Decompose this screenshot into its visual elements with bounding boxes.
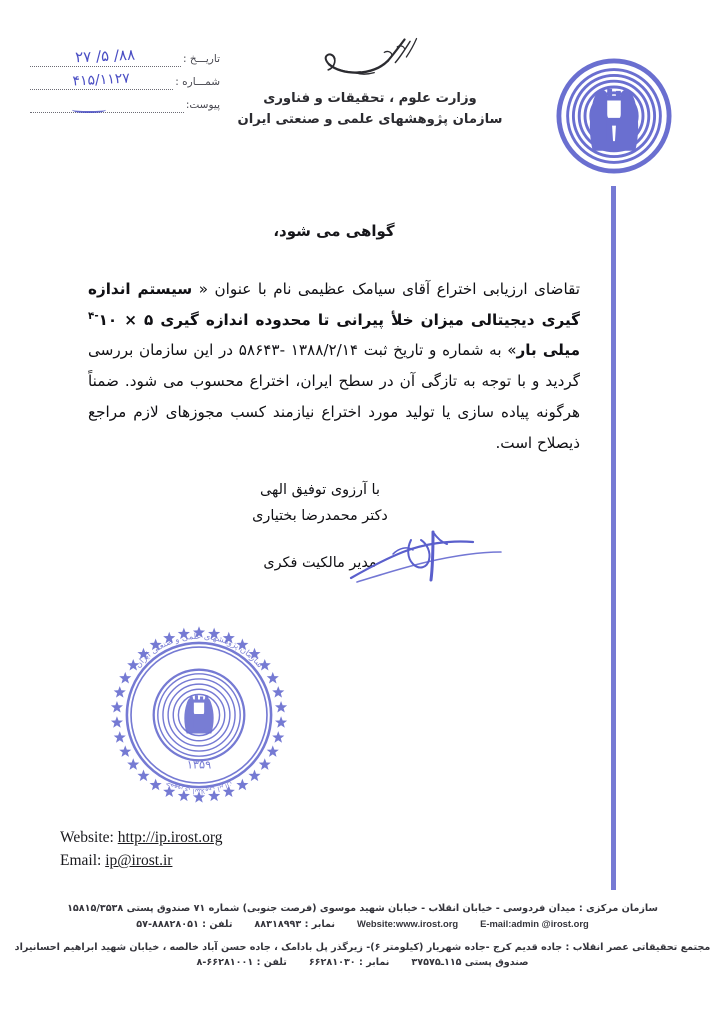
header-stamp-fields <box>30 44 220 113</box>
signature-name: دکتر محمدرضا بختیاری <box>252 507 388 524</box>
seal-star <box>275 716 287 728</box>
stamp-row-date <box>30 44 220 67</box>
footer-address-central: سازمان مرکزی : میدان فردوسی - خیابان انقلاب - خیابان شهید موسوی (فرصت جنوبی) شماره ۷۱ صندوق پستی ۱۵۸۱۵/۳۵۳۸ <box>67 903 658 914</box>
letter-body <box>88 222 580 458</box>
seal-star <box>272 731 284 743</box>
footer-website-central: Website:www.irost.org <box>357 918 459 930</box>
org-name-ministry: وزارت علوم ، تحقیقات و فناوری <box>263 91 477 106</box>
seal-star <box>275 701 287 713</box>
signature-role: مدیر مالکیت فکری <box>263 555 377 572</box>
certificate-paragraph: تقاضای ارزیابی اختراع آقای سیامک عظیمی نام با عنوان « سیستم اندازه گیری دیجیتالی میزان خلأ پیرانی تا محدوده اندازه گیری ۵ × $۱۰^{-۴}$ میلی بار» به شماره و تاریخ ثبت ۱۳۸۸/۲/۱۴ -۵۸۶۴۳ در این سازمان بررسی گردید و با توجه به تازگی آن در سطح ایران، اختراع محسوب می شود. ضمناً هرگونه پیاده سازی یا تولید مورد اختراع نیازمند کسب مجوزهای لازم مراجع ذیصلاح است. <box>88 280 580 452</box>
letterhead <box>236 34 504 131</box>
seal-star <box>267 745 279 757</box>
seal-star <box>111 701 123 713</box>
website-label: Website: <box>60 829 114 846</box>
signature-closing: با آرزوی توفیق الهی <box>260 482 380 498</box>
stamp-row-number <box>30 67 220 90</box>
stamp-label-date: تاریـــخ : <box>183 53 220 65</box>
footer-contact-campus <box>0 955 725 971</box>
email-row <box>60 849 223 872</box>
seal-star <box>150 779 162 791</box>
official-seal-icon <box>96 612 302 818</box>
seal-star <box>259 758 271 770</box>
footer-tel-campus: تلفن : ۶۶۲۸۱۰۰۱-۸ <box>196 957 287 969</box>
org-name-organization: سازمان پژوهشهای علمی و صنعتی ایران <box>237 112 503 128</box>
salutation-line: گواهی می شود، <box>273 222 395 240</box>
stamp-dots-date <box>30 45 181 67</box>
seal-star <box>236 779 248 791</box>
seal-bottom-text: جمهوری اسلامی ایران <box>163 779 235 797</box>
footer-fax-central: نمابر : ۸۸۳۱۸۹۹۳ <box>254 919 336 931</box>
email-label: Email: <box>60 852 102 870</box>
basmala-calligraphy-icon <box>296 34 443 80</box>
footer-block-campus <box>0 941 725 972</box>
contact-links <box>60 826 223 873</box>
website-link[interactable]: http://ip.irost.org <box>117 829 223 846</box>
footer-block-central <box>0 902 725 934</box>
stamp-dots-number <box>30 70 173 90</box>
stamp-dots-attachment <box>30 99 184 113</box>
footer-address-campus: مجتمع تحقیقاتی عصر انقلاب : جاده قدیم کرج -جاده شهریار (کیلومتر ۶)- زیرگذر پل بادامک ، جاده حسن آباد خالصه ، خیابان شهید ابراهیم احسانیراد <box>14 941 711 953</box>
seal-star <box>119 745 131 757</box>
blue-vertical-rule <box>611 186 616 890</box>
seal-year: ۱۳۵۹ <box>186 757 212 772</box>
stamp-label-attachment: پیوست: <box>185 99 220 111</box>
seal-star <box>272 686 284 698</box>
seal-star <box>111 716 123 728</box>
footer-tel-central: تلفن : ۸۸۸۲۸۰۵۱-۵۷ <box>136 919 233 931</box>
signature-block <box>170 478 470 577</box>
irost-logo-icon <box>556 58 672 174</box>
seal-star <box>248 770 260 782</box>
page-footer <box>0 902 725 978</box>
stamp-mark-attachment <box>72 105 106 113</box>
seal-star <box>137 770 149 782</box>
seal-ring-text: سازمان پژوهشهای علمی و صنعتی ایران <box>132 630 266 670</box>
footer-postbox-campus: صندوق پستی ۱۱۵ـ۳۷۵۷۵ <box>411 957 529 969</box>
seal-star <box>114 731 126 743</box>
website-row <box>60 826 223 849</box>
stamp-value-date: ۸۸/ ۵/ ۲۷ <box>74 45 136 67</box>
footer-fax-campus: نمابر : ۶۶۲۸۱۰۳۰ <box>308 957 390 969</box>
stamp-row-attachment <box>30 90 220 113</box>
stamp-label-number: شمـــاره : <box>175 76 220 88</box>
seal-star <box>127 758 139 770</box>
footer-contact-central <box>0 916 725 933</box>
seal-star <box>267 672 279 684</box>
stamp-value-number: ۴۱۵/۱۱۲۷ <box>72 70 131 90</box>
email-link[interactable]: ip@irost.ir <box>105 852 173 870</box>
seal-star <box>119 672 131 684</box>
seal-star <box>114 686 126 698</box>
footer-email-central: E-mail:admin @irost.org <box>480 918 589 930</box>
